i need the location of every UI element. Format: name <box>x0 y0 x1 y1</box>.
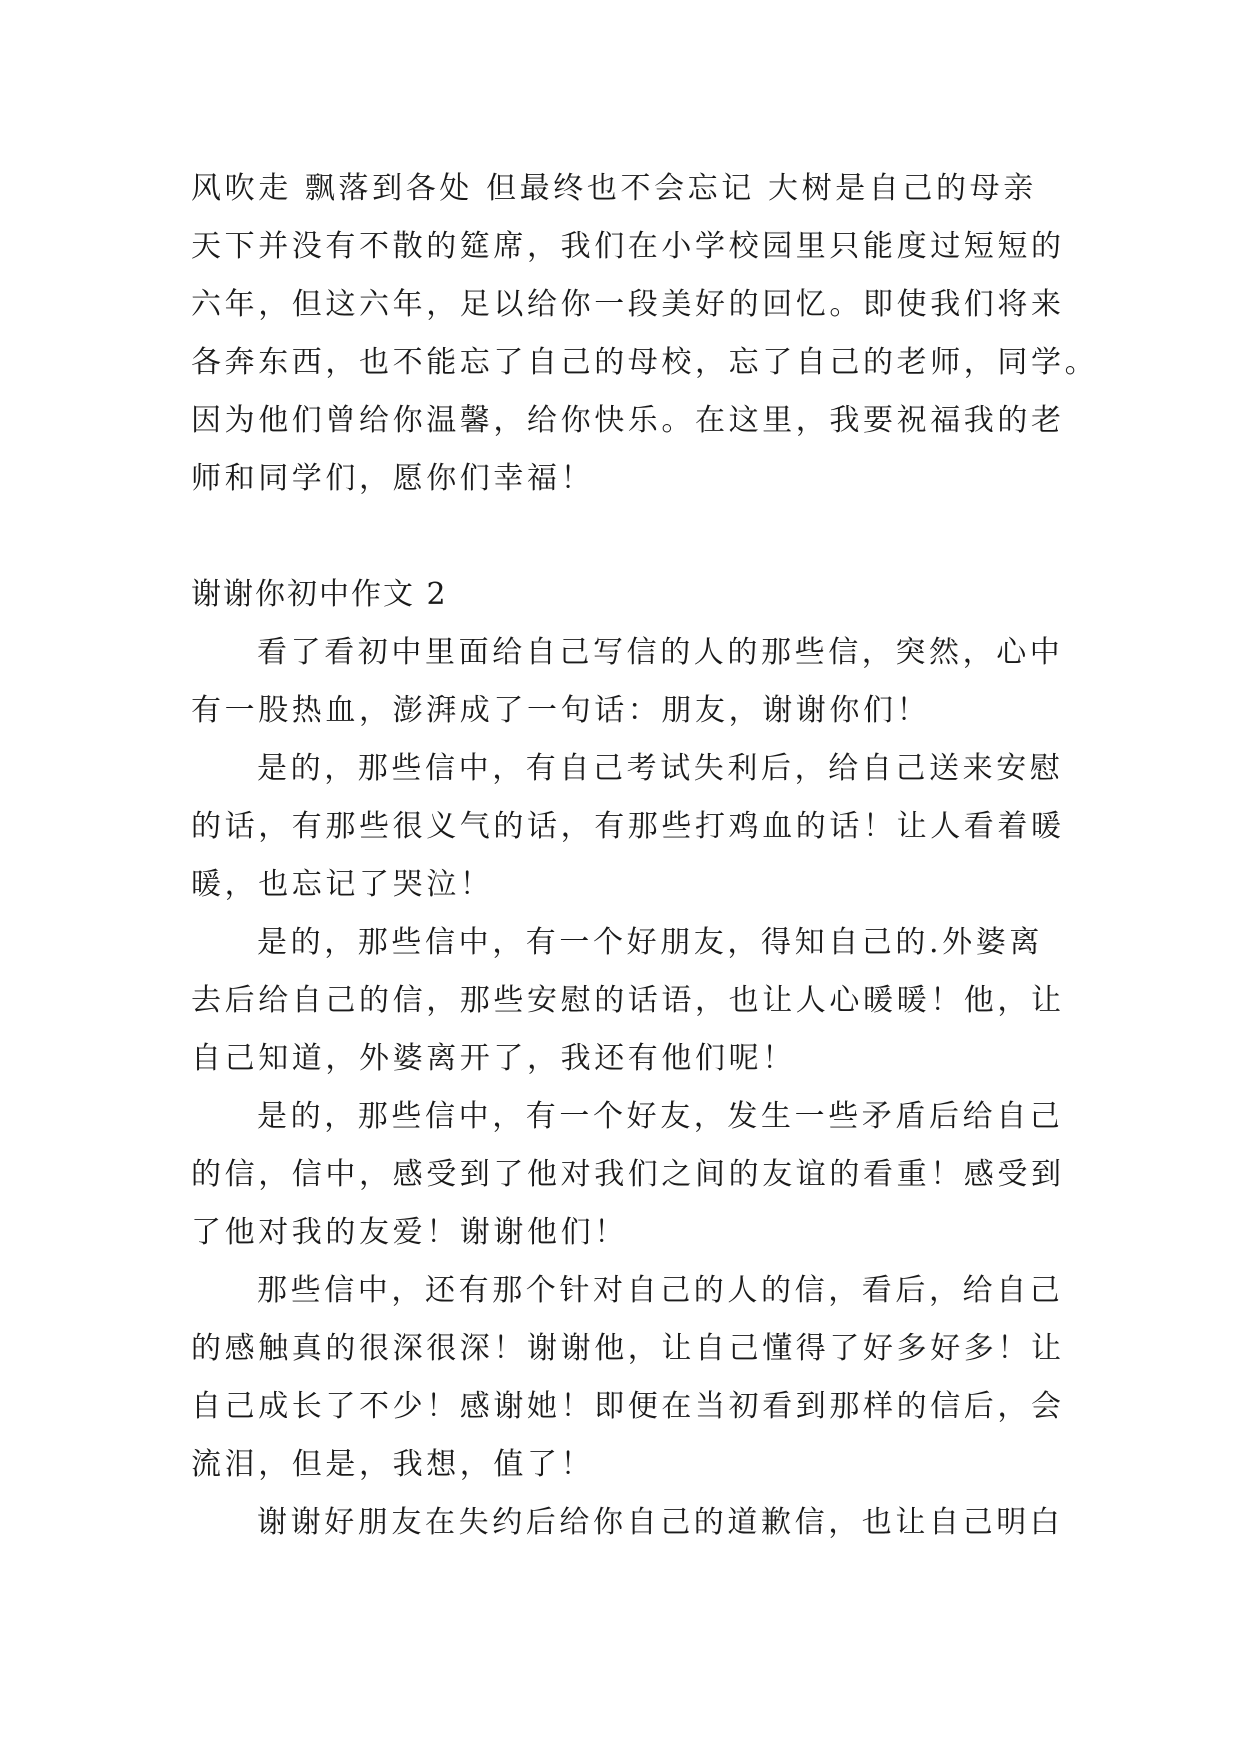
text-line: 因为他们曾给你温馨，给你快乐。在这里，我要祝福我的老 <box>191 403 1065 438</box>
paragraph-first-line: 谢谢好朋友在失约后给你自己的道歉信，也让自己明白 <box>257 1505 1064 1540</box>
text-line: 的感触真的很深很深！谢谢他，让自己懂得了好多好多！让 <box>191 1331 1065 1366</box>
document-body <box>191 160 1099 1552</box>
paragraph-first-line: 是的，那些信中，有自己考试失利后，给自己送来安慰 <box>257 751 1064 786</box>
paragraph-first-line: 是的，那些信中，有一个好友，发生一些矛盾后给自己 <box>257 1099 1064 1134</box>
paragraph-first-line: 是的，那些信中，有一个好朋友，得知自己的.外婆离 <box>257 925 1043 960</box>
essay-title: 谢谢你初中作文 2 <box>191 577 448 612</box>
text-line: 自己知道，外婆离开了，我还有他们呢！ <box>191 1041 796 1076</box>
paragraph-spacer <box>191 508 1049 566</box>
text-line: 天下并没有不散的筵席，我们在小学校园里只能度过短短的 <box>191 229 1065 264</box>
paragraph-first-line: 那些信中，还有那个针对自己的人的信，看后，给自己 <box>257 1273 1064 1308</box>
text-line: 暖，也忘记了哭泣！ <box>191 867 494 902</box>
paragraph-first-line: 看了看初中里面给自己写信的人的那些信，突然，心中 <box>257 635 1064 670</box>
text-line: 流泪，但是，我想，值了！ <box>191 1447 595 1482</box>
text-line: 有一股热血，澎湃成了一句话：朋友，谢谢你们！ <box>191 693 931 728</box>
text-line: 去后给自己的信，那些安慰的话语，也让人心暖暖！他，让 <box>191 983 1065 1018</box>
text-line: 师和同学们，愿你们幸福！ <box>191 461 595 496</box>
text-line: 的话，有那些很义气的话，有那些打鸡血的话！让人看着暖 <box>191 809 1065 844</box>
text-line: 自己成长了不少！感谢她！即便在当初看到那样的信后，会 <box>191 1389 1065 1424</box>
text-line: 各奔东西，也不能忘了自己的母校，忘了自己的老师，同学。 <box>191 345 1099 380</box>
text-line: 六年，但这六年，足以给你一段美好的回忆。即使我们将来 <box>191 287 1065 322</box>
text-line: 风吹走 飘落到各处 但最终也不会忘记 大树是自己的母亲 <box>191 171 1037 206</box>
text-line: 的信，信中，感受到了他对我们之间的友谊的看重！感受到 <box>191 1157 1065 1192</box>
text-line: 了他对我的友爱！谢谢他们！ <box>191 1215 628 1250</box>
